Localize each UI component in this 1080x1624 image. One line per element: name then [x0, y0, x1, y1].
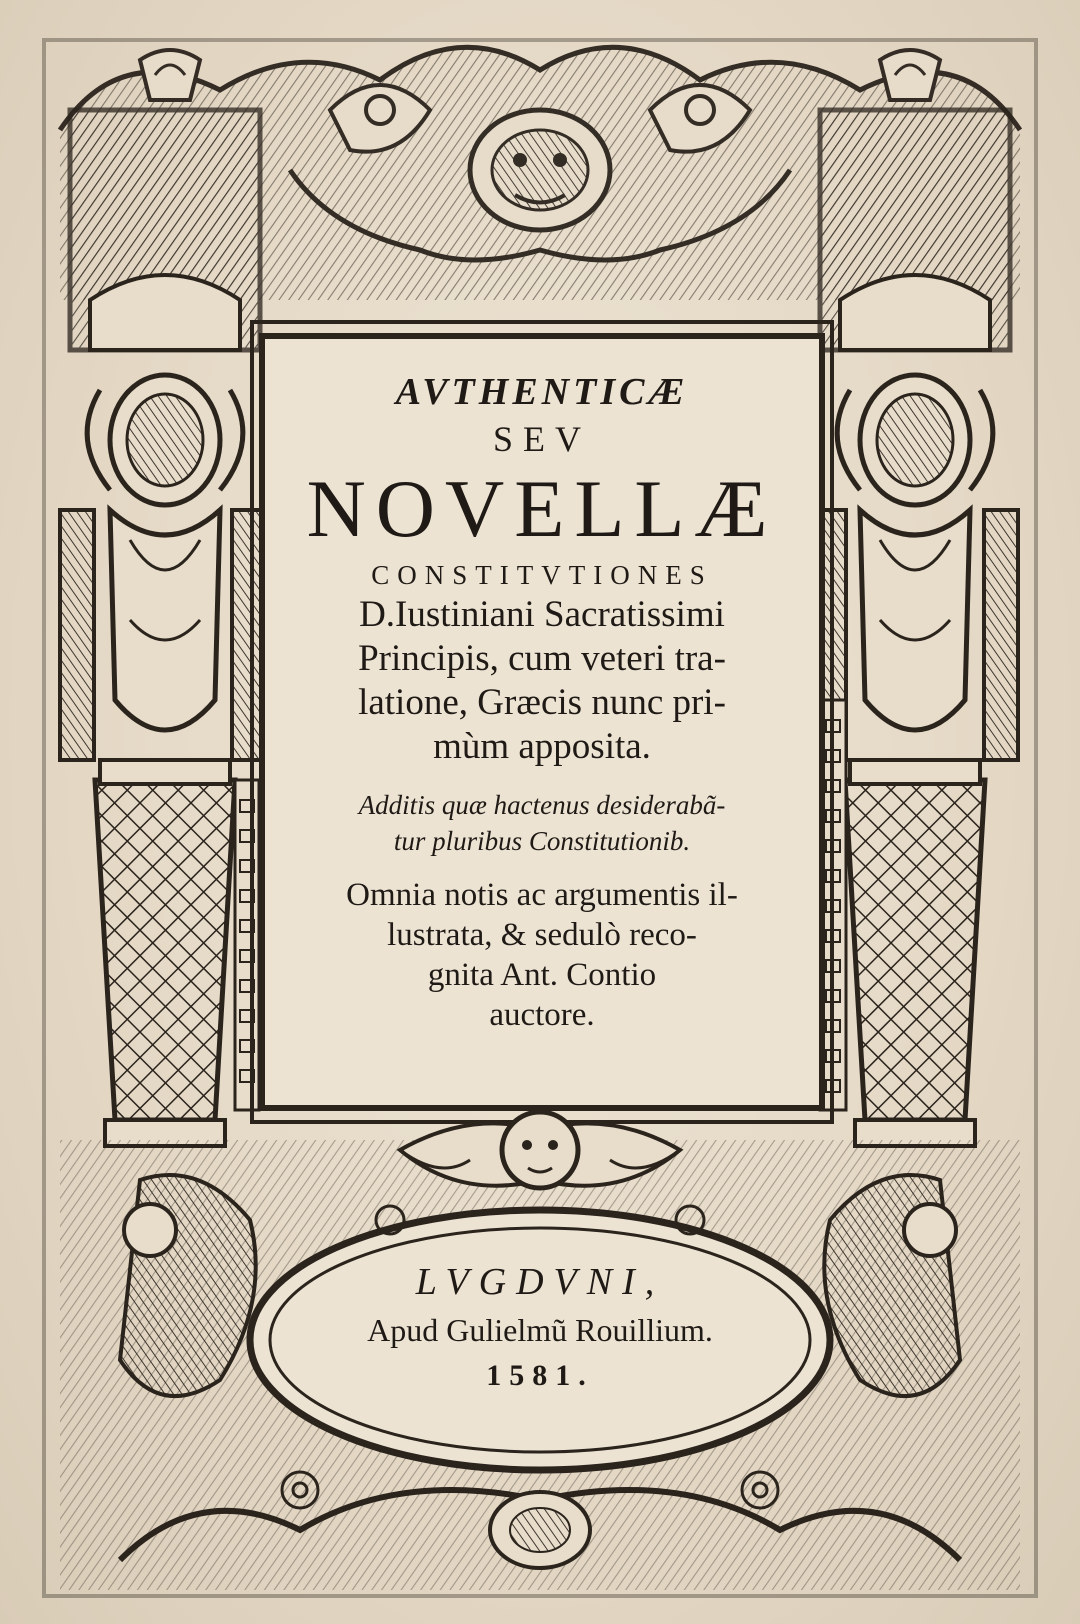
- additions-line: Additis quæ hactenus desiderabã-: [358, 790, 726, 820]
- title-description: [272, 593, 812, 769]
- description-line: latione, Græcis nunc pri-: [358, 682, 726, 723]
- editor-note: [272, 875, 812, 1035]
- additions-note: [272, 787, 812, 859]
- imprint-place: LVGDVNI,: [415, 1261, 665, 1303]
- right-pilaster: [812, 110, 1018, 1146]
- editor-line: Omnia notis ac argumentis il-: [346, 877, 738, 913]
- imprint-printer: Apud Gulielmũ Rouillium.: [367, 1312, 713, 1348]
- title-seu: SEV: [492, 419, 591, 459]
- imprint-year: 1581.: [486, 1359, 594, 1392]
- imprint-cartouche: [300, 1260, 780, 1393]
- additions-line: tur pluribus Constitutionib.: [393, 826, 691, 856]
- left-pilaster: [60, 110, 266, 1146]
- title-text-block: [272, 348, 812, 1096]
- editor-line: auctore.: [489, 997, 595, 1033]
- title-authenticae: AVTHENTICÆ: [395, 371, 689, 413]
- title-constitutiones: CONSTITVTIONES: [371, 560, 713, 590]
- editor-line: gnita Ant. Contio: [427, 957, 657, 993]
- title-novellae: NOVELLÆ: [306, 463, 778, 554]
- editor-line: lustrata, & sedulò reco-: [387, 917, 697, 953]
- description-line: Principis, cum veteri tra-: [358, 638, 726, 679]
- description-line: D.Iustiniani Sacratissimi: [359, 594, 725, 635]
- description-line: mùm apposita.: [433, 726, 651, 767]
